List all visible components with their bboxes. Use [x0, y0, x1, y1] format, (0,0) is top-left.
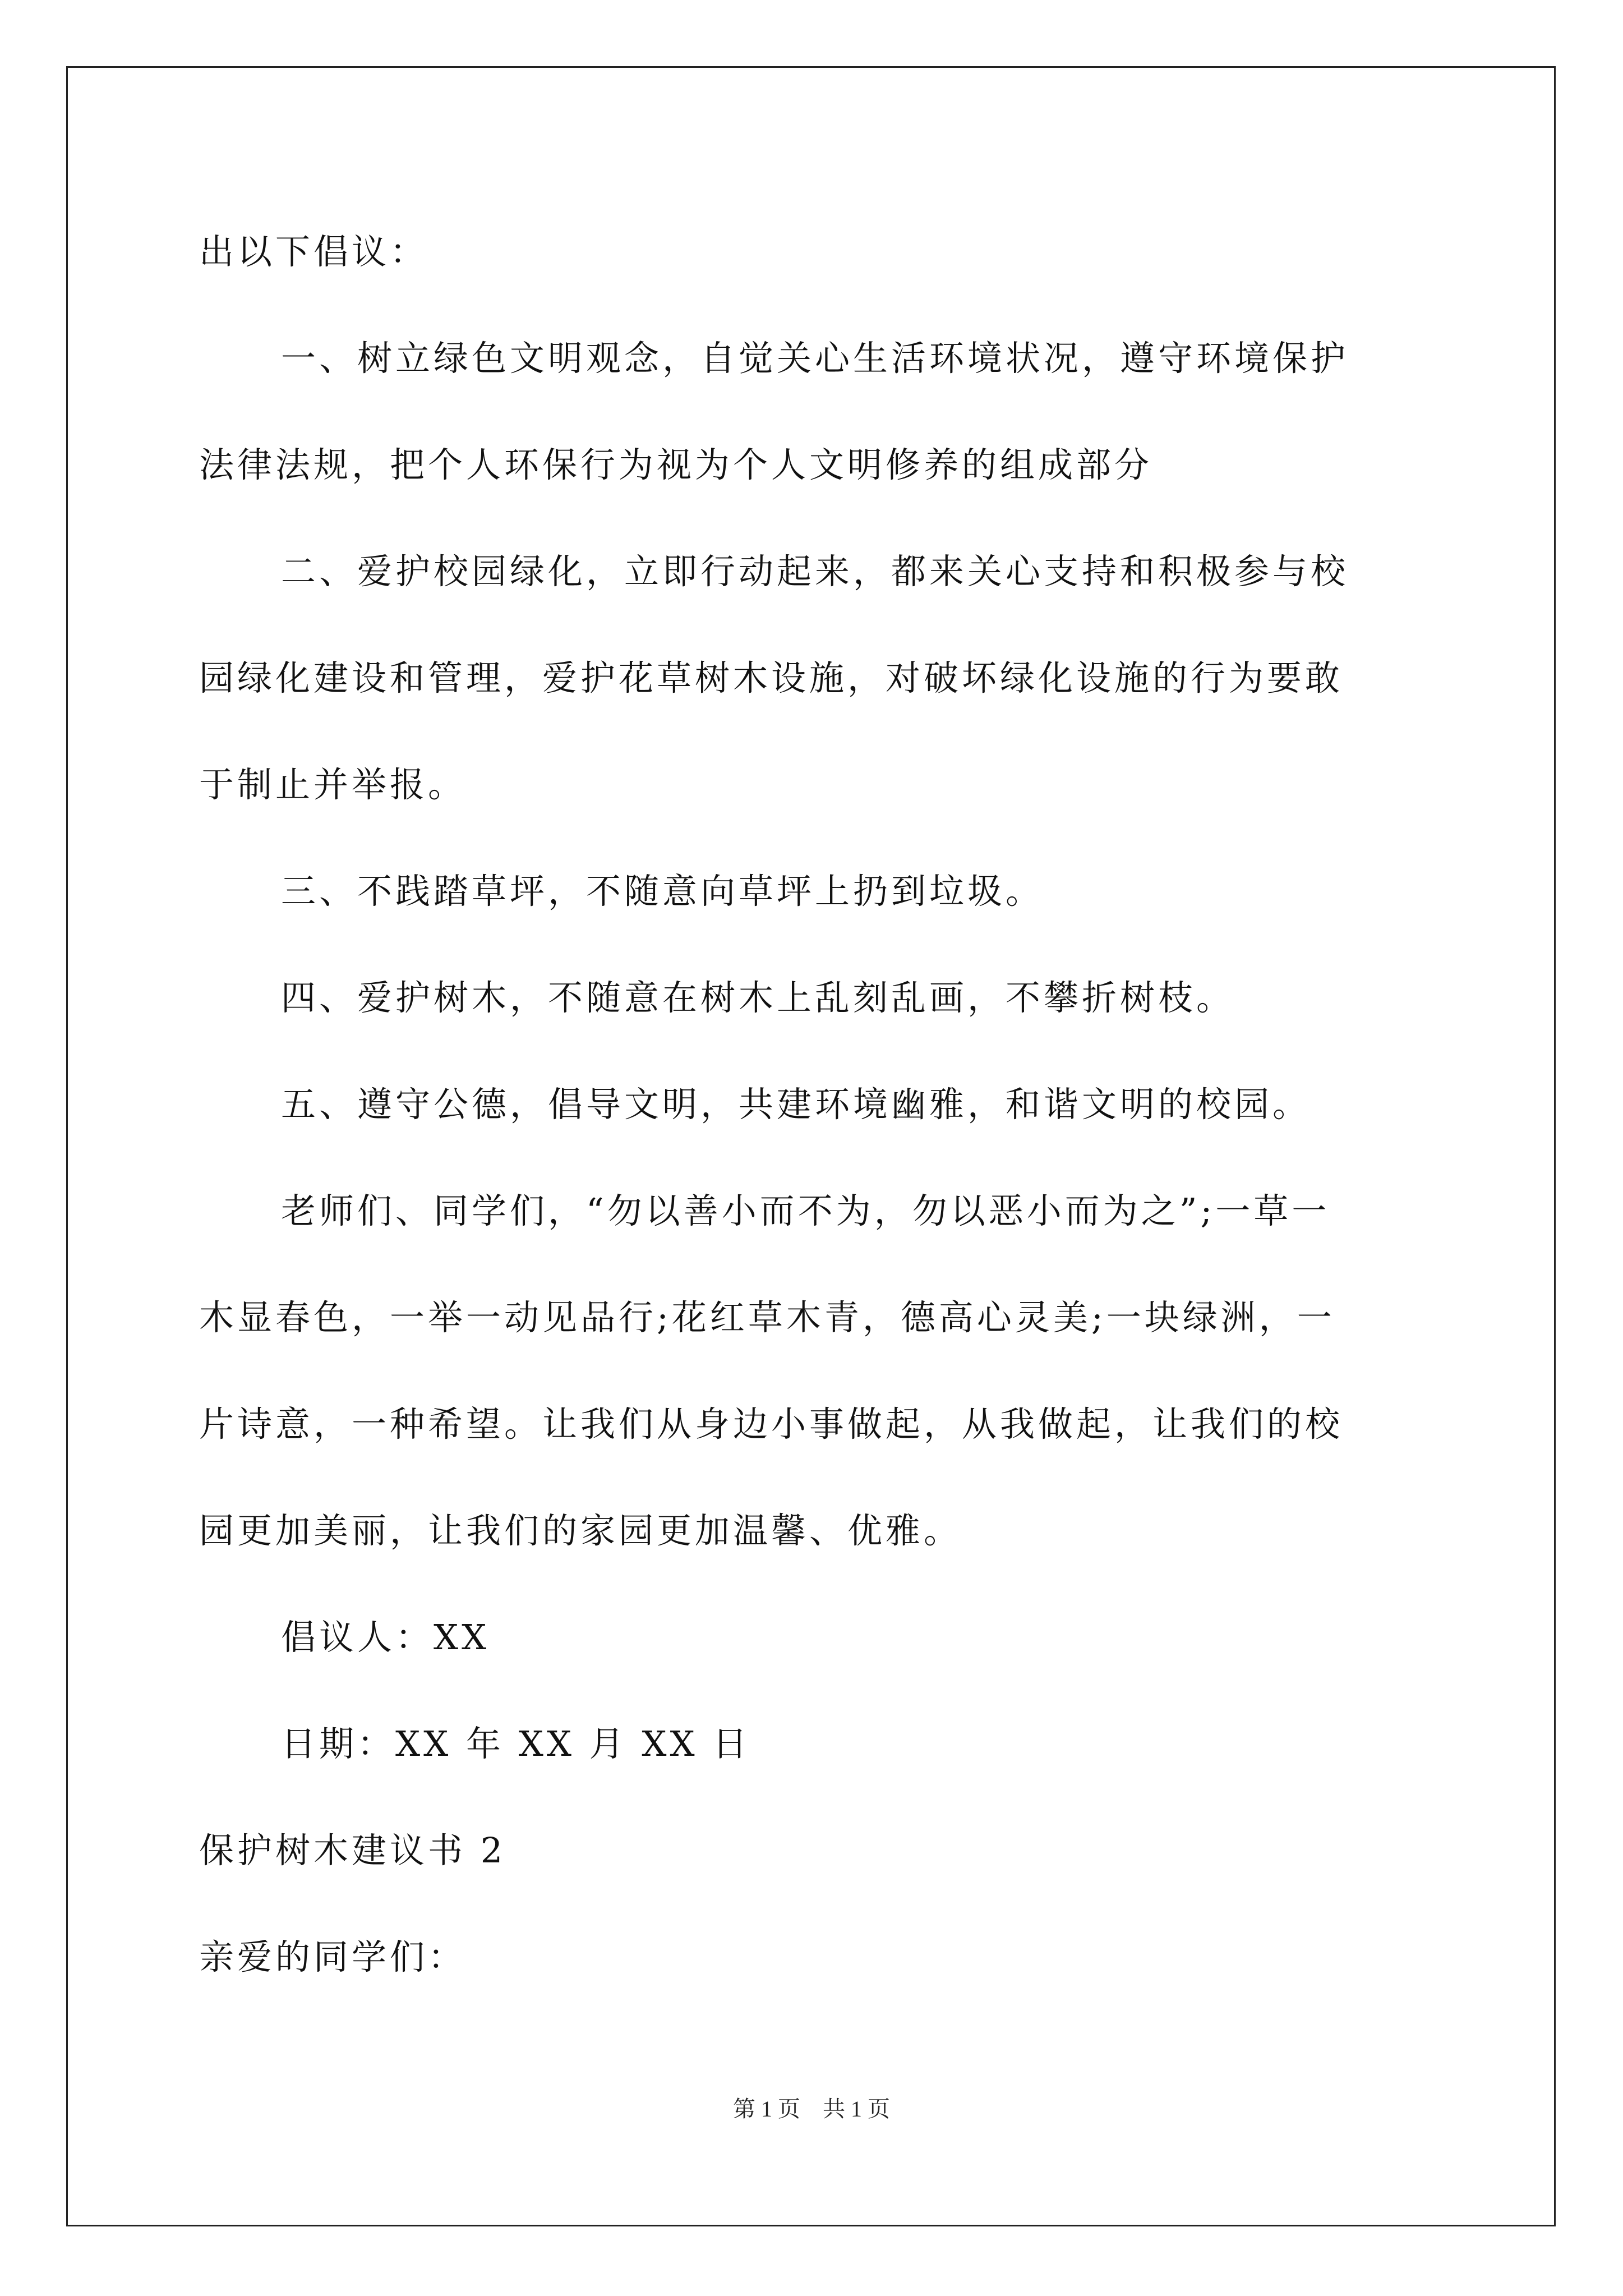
- salutation: 亲爱的同学们：: [199, 1936, 467, 1977]
- text-line: 园绿化建设和管理，爱护花草树木设施，对破坏绿化设施的行为要敢: [199, 657, 1344, 698]
- text-line: 一、树立绿色文明观念，自觉关心生活环境状况，遵守环境保护: [281, 338, 1349, 379]
- page-footer: 第 1 页 共 1 页: [733, 2096, 890, 2122]
- text-line: 二、爱护校园绿化，立即行动起来，都来关心支持和积极参与校: [281, 551, 1349, 592]
- text-line: 出以下倡议：: [199, 231, 428, 272]
- section-title: 保护树木建议书 2: [199, 1830, 506, 1871]
- text-line: 四、爱护树木，不随意在树木上乱刻乱画，不攀折树枝。: [281, 977, 1235, 1018]
- signature-line: 倡议人：XX: [281, 1617, 490, 1658]
- text-line: 于制止并举报。: [199, 764, 467, 805]
- text-line: 木显春色，一举一动见品行;花红草木青，德高心灵美;一块绿洲，一: [199, 1297, 1335, 1338]
- text-line: 老师们、同学们，“勿以善小而不为，勿以恶小而为之”;一草一: [281, 1190, 1330, 1231]
- text-line: 片诗意，一种希望。让我们从身边小事做起，从我做起，让我们的校: [199, 1404, 1344, 1444]
- text-line: 法律法规，把个人环保行为视为个人文明修养的组成部分: [199, 444, 1153, 485]
- text-line: 园更加美丽，让我们的家园更加温馨、优雅。: [199, 1510, 962, 1551]
- date-line: 日期：XX 年 XX 月 XX 日: [281, 1723, 751, 1764]
- text-line: 五、遵守公德，倡导文明，共建环境幽雅，和谐文明的校园。: [281, 1084, 1311, 1125]
- text-line: 三、不践踏草坪，不随意向草坪上扔到垃圾。: [281, 871, 1044, 912]
- page-border: [66, 66, 1556, 2226]
